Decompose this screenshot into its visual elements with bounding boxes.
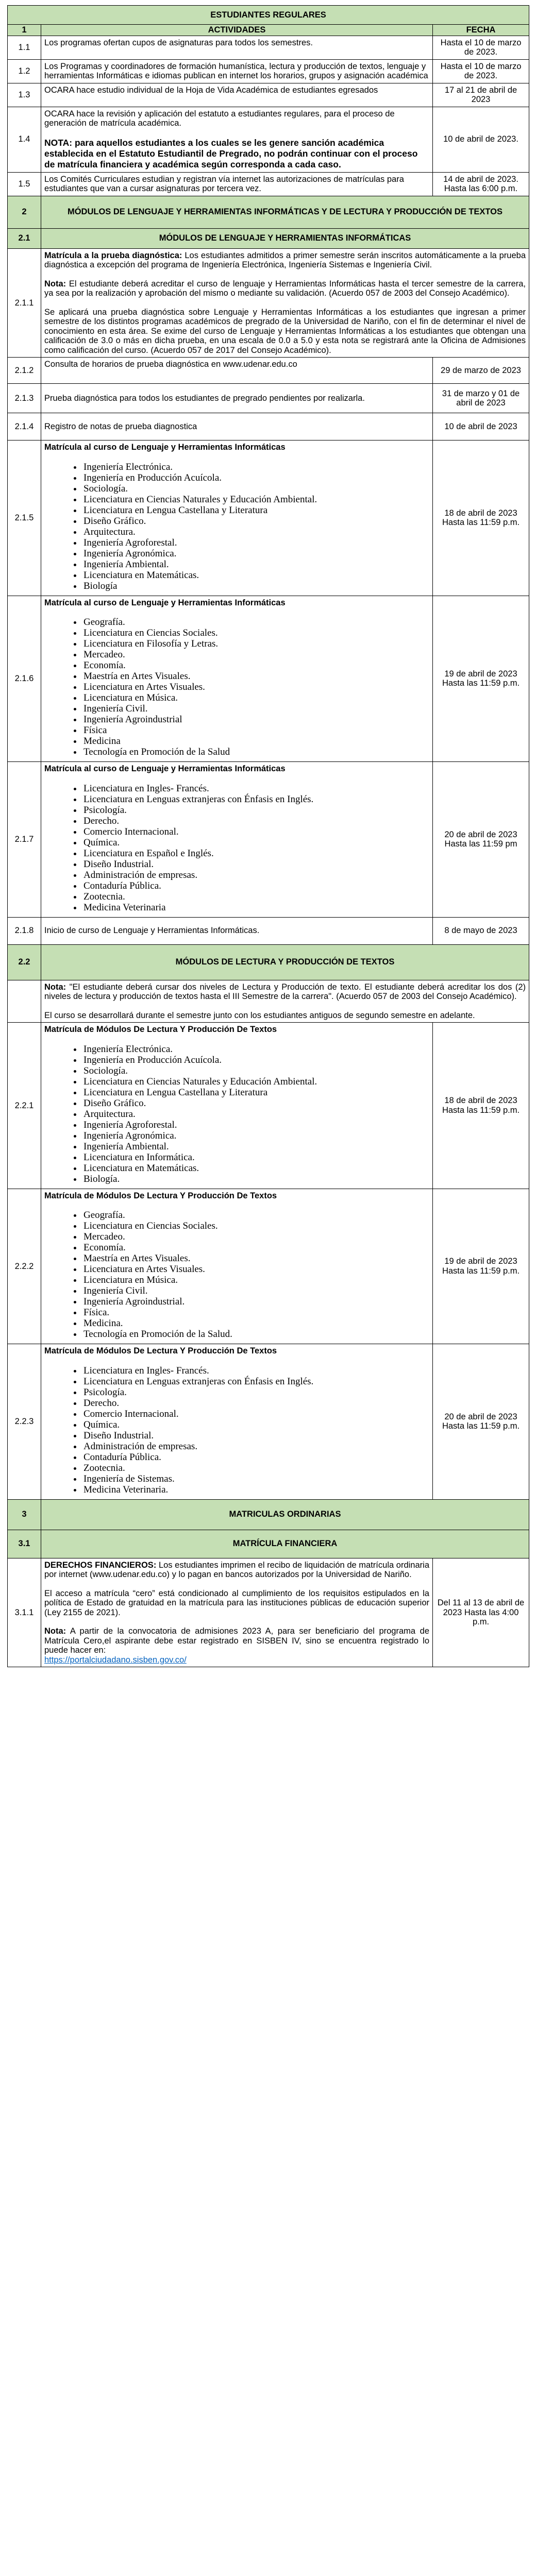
section-heading-row [8, 228, 529, 248]
enrollment-heading: Matrícula al curso de Lenguaje y Herramientas Informáticas [44, 598, 286, 607]
list-item: • Ingeniería Electrónica. [82, 462, 429, 472]
list-item: • Maestría en Artes Visuales. [82, 1253, 429, 1264]
row-number: 1.1 [8, 36, 41, 59]
date-line: 18 de abril de 2023 [444, 508, 517, 518]
list-item: • Ingeniería Agroforestal. [82, 537, 429, 548]
row-number: 2.1.5 [8, 440, 41, 596]
list-item: • Licenciatura en Lenguas extranjeras con Énfasis en Inglés. [82, 794, 429, 805]
table-row [8, 1558, 529, 1667]
list-item: • Licenciatura en Música. [82, 692, 429, 703]
time-line: Hasta las 11:59 pm [444, 839, 517, 849]
row-date [433, 440, 529, 596]
table-row [8, 440, 529, 596]
row-number: 2.2.2 [8, 1189, 41, 1344]
academic-calendar-table [7, 5, 529, 1667]
list-item: • Medicina [82, 736, 429, 747]
time-line: Hasta las 11:59 p.m. [442, 1105, 520, 1115]
row-date: 17 al 21 de abril de 2023 [433, 83, 529, 107]
list-item: • Ingeniería Civil. [82, 703, 429, 714]
list-item: • Ingeniería Agronómica. [82, 1130, 429, 1141]
list-item: • Administración de empresas. [82, 870, 429, 880]
sisben-portal-link[interactable]: https://portalciudadano.sisben.gov.co/ [44, 1655, 187, 1665]
diagnostic-lead: Matrícula a la prueba diagnóstica: [44, 250, 182, 260]
row-number: 2.1.8 [8, 917, 41, 944]
time-line: Hasta las 11:59 p.m. [442, 679, 520, 688]
row-number: 1.3 [8, 83, 41, 107]
note-paragraph: El curso se desarrollará durante el semestre junto con los estudiantes antiguos de segundo semestre en adelante. [44, 1010, 475, 1020]
list-item: • Ingeniería en Producción Acuícola. [82, 472, 429, 483]
section-number: 2 [8, 196, 41, 228]
row-activity [41, 1189, 433, 1344]
list-item: • Biología [82, 581, 429, 591]
table-row [8, 1023, 529, 1189]
list-item: • Medicina Veterinaria [82, 902, 429, 913]
list-item: • Geografía. [82, 617, 429, 628]
list-item: • Biología. [82, 1174, 429, 1184]
list-item: • Zootecnia. [82, 891, 429, 902]
row-date [433, 596, 529, 762]
section-title: MÓDULOS DE LENGUAJE Y HERRAMIENTAS INFORMÁTICAS [41, 228, 529, 248]
list-item: • Química. [82, 1419, 429, 1430]
list-item: • Licenciatura en Lenguas extranjeras con Énfasis en Inglés. [82, 1376, 429, 1387]
list-item: • Licenciatura en Artes Visuales. [82, 1264, 429, 1275]
header-activities: ACTIVIDADES [41, 25, 433, 36]
row-date: Del 11 al 13 de abril de 2023 Hasta las 4:00 p.m. [433, 1558, 529, 1667]
list-item: • Licenciatura en Español e Inglés. [82, 848, 429, 859]
row-number: 2.1.7 [8, 762, 41, 918]
time-line: Hasta las 11:59 p.m. [442, 518, 520, 528]
diagnostic-intro: Matrícula a la prueba diagnóstica: Los estudiantes admitidos a primer semestre serán inscritos automáticamente a la prueba diagnóstica a excepción del programa de Ingeniería Electrónica, Ingeniería Sistemas e Ingeniería Civil. [44, 250, 526, 269]
row-activity: OCARA hace estudio individual de la Hoja de Vida Académica de estudiantes egresados [41, 83, 433, 107]
row-number: 3.1.1 [8, 1558, 41, 1667]
table-row [8, 762, 529, 918]
table-row [8, 83, 529, 107]
row-date [433, 1023, 529, 1189]
row-activity [41, 440, 433, 596]
program-list [44, 783, 429, 913]
list-item: • Licenciatura en Ciencias Naturales y Educación Ambiental. [82, 494, 429, 505]
enrollment-heading: Matrícula de Módulos De Lectura Y Producción De Textos [44, 1191, 277, 1200]
row-date: 8 de mayo de 2023 [433, 917, 529, 944]
table-row [8, 1189, 529, 1344]
row-activity [41, 1023, 433, 1189]
list-item: • Licenciatura en Artes Visuales. [82, 682, 429, 692]
enrollment-heading: Matrícula de Módulos De Lectura Y Producción De Textos [44, 1346, 277, 1355]
list-item: • Licenciatura en Informática. [82, 1152, 429, 1163]
table-row [8, 980, 529, 1023]
list-item: • Ingeniería Ambiental. [82, 559, 429, 570]
row-number: 2.1.4 [8, 413, 41, 440]
table-row [8, 917, 529, 944]
date-line: 19 de abril de 2023 [444, 669, 517, 679]
header-date: FECHA [433, 25, 529, 36]
row-number: 1.5 [8, 172, 41, 196]
list-item: • Arquitectura. [82, 527, 429, 537]
table-row [8, 596, 529, 762]
list-item: • Licenciatura en Filosofía y Letras. [82, 638, 429, 649]
row-date: 10 de abril de 2023 [433, 413, 529, 440]
section-number: 3.1 [8, 1530, 41, 1558]
list-item: • Química. [82, 837, 429, 848]
zero-enrollment-text: El acceso a matrícula “cero” está condicionado al cumplimiento de los requisitos estipulados en la política de Estado de gratuidad en la matrícula para las instituciones públicas de educación superior (Ley 2155 de 2021). [44, 1588, 429, 1617]
list-item: • Psicología. [82, 805, 429, 816]
list-item: • Economía. [82, 1242, 429, 1253]
program-list [44, 462, 429, 591]
date-line: 20 de abril de 2023 [444, 1412, 517, 1421]
reading-note: Nota: "El estudiante deberá cursar dos niveles de Lectura y Producción de texto. El estudiante deberá acreditar los dos (2) niveles de lectura y producción de textos hasta el III Semestre de la carrera". (Acuerdo 057 de 2003 del Consejo Académico). El curso se desarrollará durante el semestre junto con los estudiantes antiguos de segundo semestre en adelante. [41, 980, 529, 1023]
list-item: • Diseño Gráfico. [82, 1098, 429, 1109]
list-item: • Licenciatura en Matemáticas. [82, 1163, 429, 1174]
header-number: 1 [8, 25, 41, 36]
list-item: • Sociología. [82, 1065, 429, 1076]
list-item: • Comercio Internacional. [82, 826, 429, 837]
row-activity [41, 248, 529, 358]
list-item: • Tecnología en Promoción de la Salud [82, 747, 429, 757]
list-item: • Licenciatura en Ciencias Sociales. [82, 1221, 429, 1231]
diagnostic-note: Nota: El estudiante deberá acreditar el curso de lenguaje y Herramientas Informáticas hasta el tercer semestre de la carrera, ya sea por la realización y aprobación del mismo o mediante su validación. (Acuerdo 057 de 2003 del Consejo Académico). [44, 279, 526, 298]
list-item: • Ingeniería de Sistemas. [82, 1473, 429, 1484]
list-item: • Diseño Industrial. [82, 1430, 429, 1441]
section-number: 2.2 [8, 944, 41, 980]
list-item: • Zootecnia. [82, 1463, 429, 1473]
list-item: • Geografía. [82, 1210, 429, 1221]
section-title: MÓDULOS DE LENGUAJE Y HERRAMIENTAS INFORMÁTICAS Y DE LECTURA Y PRODUCCIÓN DE TEXTOS [41, 196, 529, 228]
note-lead: Nota: [44, 982, 66, 992]
row-number: 2.1.6 [8, 596, 41, 762]
list-item: • Licenciatura en Música. [82, 1275, 429, 1285]
activity-note: NOTA: para aquellos estudiantes a los cuales se les genere sanción académica establecida en el Estatuto Estudiantil de Pregrado, no podrán continuar con el proceso de matrícula financiera y académica según corresponda a cada caso. [44, 137, 418, 170]
row-activity: Los Programas y coordinadores de formación humanística, lectura y producción de textos, lenguaje y herramientas Informáticas e idiomas publican en internet los horarios, grupos y asignación académica [41, 59, 433, 83]
list-item: • Administración de empresas. [82, 1441, 429, 1452]
list-item: • Licenciatura en Ingles- Francés. [82, 783, 429, 794]
list-item: • Ingeniería Agroforestal. [82, 1120, 429, 1130]
row-activity [41, 596, 433, 762]
enrollment-heading: Matrícula al curso de Lenguaje y Herramientas Informáticas [44, 764, 286, 773]
table-header-row [8, 25, 529, 36]
row-date [433, 1344, 529, 1500]
row-date: 10 de abril de 2023. [433, 107, 529, 172]
list-item: • Licenciatura en Lengua Castellana y Literatura [82, 505, 429, 516]
list-item: • Comercio Internacional. [82, 1409, 429, 1419]
row-date [433, 762, 529, 918]
program-list [44, 617, 429, 757]
row-date [433, 1189, 529, 1344]
list-item: • Ingeniería Agroindustrial [82, 714, 429, 725]
note-lead: Nota: [44, 1626, 66, 1636]
table-row [8, 172, 529, 196]
row-activity: Registro de notas de prueba diagnostica [41, 413, 433, 440]
row-activity: Inicio de curso de Lenguaje y Herramientas Informáticas. [41, 917, 433, 944]
table-row [8, 1344, 529, 1500]
row-date: 29 de marzo de 2023 [433, 358, 529, 384]
row-number: 1.4 [8, 107, 41, 172]
table-row [8, 413, 529, 440]
activity-text: OCARA hace la revisión y aplicación del estatuto a estudiantes regulares, para el proceso de generación de matrícula académica. [44, 109, 395, 128]
list-item: • Ingeniería Agroindustrial. [82, 1296, 429, 1307]
list-item: • Física. [82, 1307, 429, 1318]
list-item: • Psicología. [82, 1387, 429, 1398]
section-heading-row [8, 196, 529, 228]
row-number: 2.2.1 [8, 1023, 41, 1189]
list-item: • Ingeniería Civil. [82, 1285, 429, 1296]
row-activity: Prueba diagnóstica para todos los estudiantes de pregrado pendientes por realizarla. [41, 384, 433, 413]
list-item: • Ingeniería en Producción Acuícola. [82, 1055, 429, 1065]
section-heading-row [8, 944, 529, 980]
row-activity [41, 107, 433, 172]
row-activity: Consulta de horarios de prueba diagnóstica en www.udenar.edu.co [41, 358, 433, 384]
date-line: 18 de abril de 2023 [444, 1096, 517, 1106]
row-number: 2.1.3 [8, 384, 41, 413]
time-line: Hasta las 11:59 p.m. [442, 1266, 520, 1276]
row-activity [41, 762, 433, 918]
list-item: • Contaduría Pública. [82, 1452, 429, 1463]
list-item: • Mercadeo. [82, 649, 429, 660]
row-activity [41, 1344, 433, 1500]
list-item: • Maestría en Artes Visuales. [82, 671, 429, 682]
table-title: ESTUDIANTES REGULARES [8, 6, 529, 25]
financial-lead: DERECHOS FINANCIEROS: [44, 1560, 157, 1570]
list-item: • Sociología. [82, 483, 429, 494]
list-item: • Ingeniería Agronómica. [82, 548, 429, 559]
section-title: MATRICULAS ORDINARIAS [41, 1499, 529, 1530]
list-item: • Derecho. [82, 1398, 429, 1409]
section-number: 3 [8, 1499, 41, 1530]
table-row [8, 358, 529, 384]
list-item: • Ingeniería Electrónica. [82, 1044, 429, 1055]
enrollment-heading: Matrícula de Módulos De Lectura Y Producción De Textos [44, 1025, 277, 1034]
table-row [8, 107, 529, 172]
list-item: • Derecho. [82, 816, 429, 826]
table-row [8, 36, 529, 59]
list-item: • Contaduría Pública. [82, 880, 429, 891]
list-item: • Física [82, 725, 429, 736]
row-number: 2.1.2 [8, 358, 41, 384]
list-item: • Licenciatura en Ingles- Francés. [82, 1365, 429, 1376]
list-item: • Licenciatura en Ciencias Sociales. [82, 628, 429, 638]
row-number: 1.2 [8, 59, 41, 83]
program-list [44, 1210, 429, 1340]
table-row [8, 384, 529, 413]
row-activity: Los Comités Curriculares estudian y registran vía internet las autorizaciones de matrículas para estudiantes que van a cursar asignaturas por tercera vez. [41, 172, 433, 196]
list-item: • Licenciatura en Lengua Castellana y Literatura [82, 1087, 429, 1098]
row-activity: Los programas ofertan cupos de asignaturas para todos los semestres. [41, 36, 433, 59]
list-item: • Licenciatura en Ciencias Naturales y Educación Ambiental. [82, 1076, 429, 1087]
section-heading-row [8, 1499, 529, 1530]
row-activity: DERECHOS FINANCIEROS: Los estudiantes imprimen el recibo de liquidación de matrícula ordinaria por internet (www.udenar.edu.co) y lo pagan en bancos autorizados por la Universidad de Nariño. El acceso a matrícula “cero” está condicionado al cumplimiento de los requisitos estipulados en la política de Estado de gratuidad en la matrícula para las instituciones públicas de educación superior (Ley 2155 de 2021). Nota: A partir de la convocatoria de admisiones 2023 A, para ser beneficiario del programa de Matrícula Cero,el aspirante debe estar registrado en SISBEN IV, sino se encuentra registrado lo puede hacer en: https://portalciudadano.sisben.gov.co/ [41, 1558, 433, 1667]
section-heading-row [8, 1530, 529, 1558]
table-row [8, 59, 529, 83]
list-item: • Diseño Industrial. [82, 859, 429, 870]
row-date: Hasta el 10 de marzo de 2023. [433, 36, 529, 59]
row-number: 2.1.1 [8, 248, 41, 358]
list-item: • Economía. [82, 660, 429, 671]
row-number: 2.2.3 [8, 1344, 41, 1500]
list-item: • Ingeniería Ambiental. [82, 1141, 429, 1152]
list-item: • Diseño Gráfico. [82, 516, 429, 527]
program-list [44, 1365, 429, 1495]
time-line: Hasta las 11:59 p.m. [442, 1421, 520, 1431]
row-date: 31 de marzo y 01 de abril de 2023 [433, 384, 529, 413]
list-item: • Mercadeo. [82, 1231, 429, 1242]
table-title-row [8, 6, 529, 25]
section-number: 2.1 [8, 228, 41, 248]
list-item: • Tecnología en Promoción de la Salud. [82, 1329, 429, 1340]
date-line: 20 de abril de 2023 [444, 829, 517, 839]
list-item: • Arquitectura. [82, 1109, 429, 1120]
program-list [44, 1044, 429, 1184]
enrollment-heading: Matrícula al curso de Lenguaje y Herramientas Informáticas [44, 443, 286, 452]
diagnostic-details: Se aplicará una prueba diagnóstica sobre Lenguaje y Herramientas Informáticas a los estudiantes que ingresan a primer semestre de los distintos programas académicos de pregrado de la Universidad de Nariño, con el fin de determinar el nivel de conocimiento en esta área. Se exime del curso de Lenguaje y Herramientas Informáticas a los estudiantes que obtengan una calificación de 3.0 o más en dicha prueba, en una escala de 0.0 a 5.0 y esta nota se registrará ante la Oficina de Admisiones como calificación del curso. (Acuerdo 057 de 2017 del Consejo Académico). [44, 307, 526, 355]
list-item: • Medicina Veterinaria. [82, 1484, 429, 1495]
note-lead: Nota: [44, 279, 66, 289]
date-line: 19 de abril de 2023 [444, 1257, 517, 1266]
list-item: • Medicina. [82, 1318, 429, 1329]
row-date: Hasta el 10 de marzo de 2023. [433, 59, 529, 83]
section-title: MÓDULOS DE LECTURA Y PRODUCCIÓN DE TEXTOS [41, 944, 529, 980]
list-item: • Licenciatura en Matemáticas. [82, 570, 429, 581]
table-row [8, 248, 529, 358]
section-title: MATRÍCULA FINANCIERA [41, 1530, 529, 1558]
row-date: 14 de abril de 2023. Hasta las 6:00 p.m. [433, 172, 529, 196]
